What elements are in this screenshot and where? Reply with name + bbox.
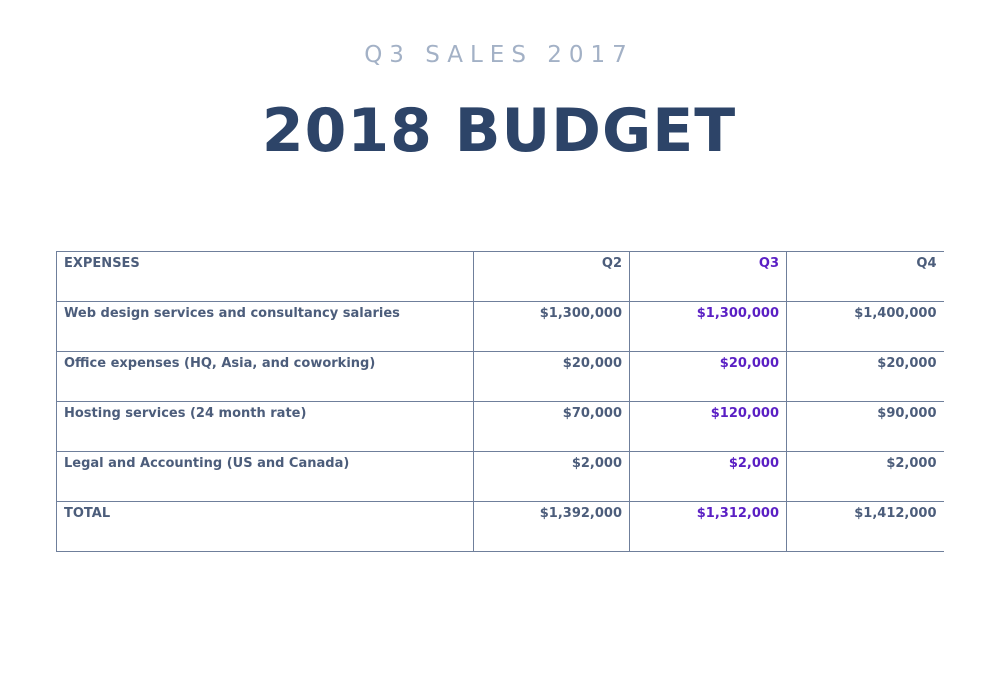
column-header-q4: Q4 bbox=[787, 252, 944, 302]
cell-q3: $20,000 bbox=[630, 352, 787, 402]
cell-q4: $90,000 bbox=[787, 402, 944, 452]
cell-q4: $2,000 bbox=[787, 452, 944, 502]
row-label: Legal and Accounting (US and Canada) bbox=[57, 452, 474, 502]
cell-q3: $2,000 bbox=[630, 452, 787, 502]
column-header-q3: Q3 bbox=[630, 252, 787, 302]
table-row bbox=[57, 452, 944, 502]
total-q4: $1,412,000 bbox=[787, 502, 944, 552]
cell-q3: $120,000 bbox=[630, 402, 787, 452]
cell-q2: $1,300,000 bbox=[474, 302, 630, 352]
table-row bbox=[57, 302, 944, 352]
total-q3: $1,312,000 bbox=[630, 502, 787, 552]
total-label: TOTAL bbox=[57, 502, 474, 552]
report-subtitle: Q3 SALES 2017 bbox=[364, 42, 634, 68]
row-label: Office expenses (HQ, Asia, and coworking) bbox=[57, 352, 474, 402]
cell-q2: $20,000 bbox=[474, 352, 630, 402]
cell-q2: $2,000 bbox=[474, 452, 630, 502]
row-label: Web design services and consultancy salaries bbox=[57, 302, 474, 352]
table-total-row bbox=[57, 502, 944, 552]
table-row bbox=[57, 352, 944, 402]
table-row bbox=[57, 402, 944, 452]
table-header-row bbox=[57, 252, 944, 302]
row-label: Hosting services (24 month rate) bbox=[57, 402, 474, 452]
total-q2: $1,392,000 bbox=[474, 502, 630, 552]
cell-q4: $1,400,000 bbox=[787, 302, 944, 352]
cell-q3: $1,300,000 bbox=[630, 302, 787, 352]
page-title: 2018 BUDGET bbox=[261, 96, 737, 166]
column-header-q2: Q2 bbox=[474, 252, 630, 302]
budget-table bbox=[56, 251, 944, 552]
column-header-expenses: EXPENSES bbox=[57, 252, 474, 302]
cell-q4: $20,000 bbox=[787, 352, 944, 402]
cell-q2: $70,000 bbox=[474, 402, 630, 452]
